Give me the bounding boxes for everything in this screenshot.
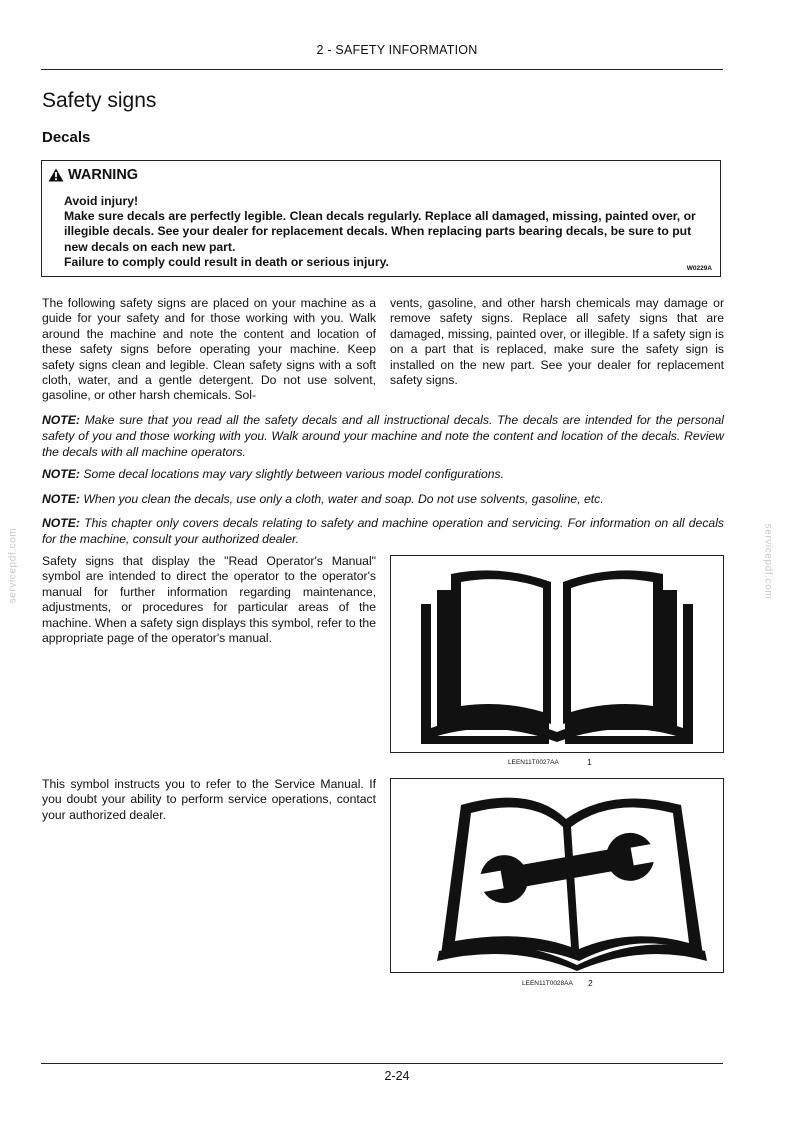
note-label: NOTE: [42,516,80,530]
note-label: NOTE: [42,413,80,427]
warning-triangle-icon [48,168,64,182]
note-paragraph [42,515,724,547]
intro-left-column: The following safety signs are placed on your machine as a guide for your safety and for those working with you. Walk around the machine and note the content and location of these safety signs before operating your machine. Keep safety signs clean and legible. Clean safety signs with a soft cloth, water, and a gentle detergent. Do not use solvent, gasoline, or other harsh chemicals. Sol- [42,296,376,403]
figure-2-number: 2 [588,978,593,988]
watermark-left: servicepdf.com [7,527,19,604]
warning-title: WARNING [68,167,139,183]
note-label: NOTE: [42,492,80,506]
page-number: 2-24 [384,1069,410,1083]
warning-line: Avoid injury! [64,194,139,208]
figure-1-box [390,555,724,753]
watermark-right: servicepdf.com [762,523,774,600]
warning-line: Make sure decals are perfectly legible. Clean decals regularly. Replace all damaged, missing, painted over, or illegible decals. See your dealer for replacement decals. When replacing parts bearing decals, be sure to put new decals on each new part. [64,209,696,254]
note-paragraph [42,412,724,460]
note-text: When you clean the decals, use only a cloth, water and soap. Do not use solvents, gasoline, etc. [83,492,604,506]
figure-1-caption: LEEN11T0027AA [508,759,559,766]
figure-1-number: 1 [587,757,592,767]
service-manual-wrench-icon [391,779,723,972]
figure-2-description: This symbol instructs you to refer to the Service Manual. If you doubt your ability to perform service operations, contact your authorized dealer. [42,777,376,822]
header-rule [41,69,723,70]
warning-box [41,160,721,277]
section-subtitle: Decals [42,129,91,146]
footer-rule [41,1063,723,1064]
note-paragraph [42,491,724,507]
note-text: Some decal locations may vary slightly between various model configurations. [83,467,504,481]
note-paragraph [42,466,724,482]
intro-right-column: vents, gasoline, and other harsh chemicals may damage or remove safety signs. Replace all safety signs that are damaged, missing, painted over, or illegible. If a safety sign is on a part that is replaced, make sure the safety sign is installed on the new part. See your dealer for replacement safety signs. [390,296,724,388]
figure-2-caption: LEEN11T0028AA [522,980,573,987]
warning-text [64,194,712,270]
note-text: Make sure that you read all the safety decals and all instructional decals. The decals are intended for the personal safety of you and those working with you. Walk around your machine and note the content and location of the decals. Review the decals with all machine operators. [42,413,724,459]
page-title: Safety signs [42,89,157,112]
warning-code: W0229A [686,265,712,272]
running-header: 2 - SAFETY INFORMATION [316,43,478,57]
note-text: This chapter only covers decals relating to safety and machine operation and servicing. For information on all decals for the machine, consult your authorized dealer. [42,516,724,546]
figure-2-box [390,778,724,973]
note-label: NOTE: [42,467,80,481]
open-book-icon [391,556,723,752]
figure-1-description: Safety signs that display the "Read Operator's Manual" symbol are intended to direct the operator to the operator's manual for further information regarding maintenance, adjustments, or procedures for particular areas of the machine. When a safety sign displays this symbol, refer to the appropriate page of the operator's manual. [42,554,376,646]
warning-heading [48,167,138,183]
warning-line: Failure to comply could result in death or serious injury. [64,254,389,269]
